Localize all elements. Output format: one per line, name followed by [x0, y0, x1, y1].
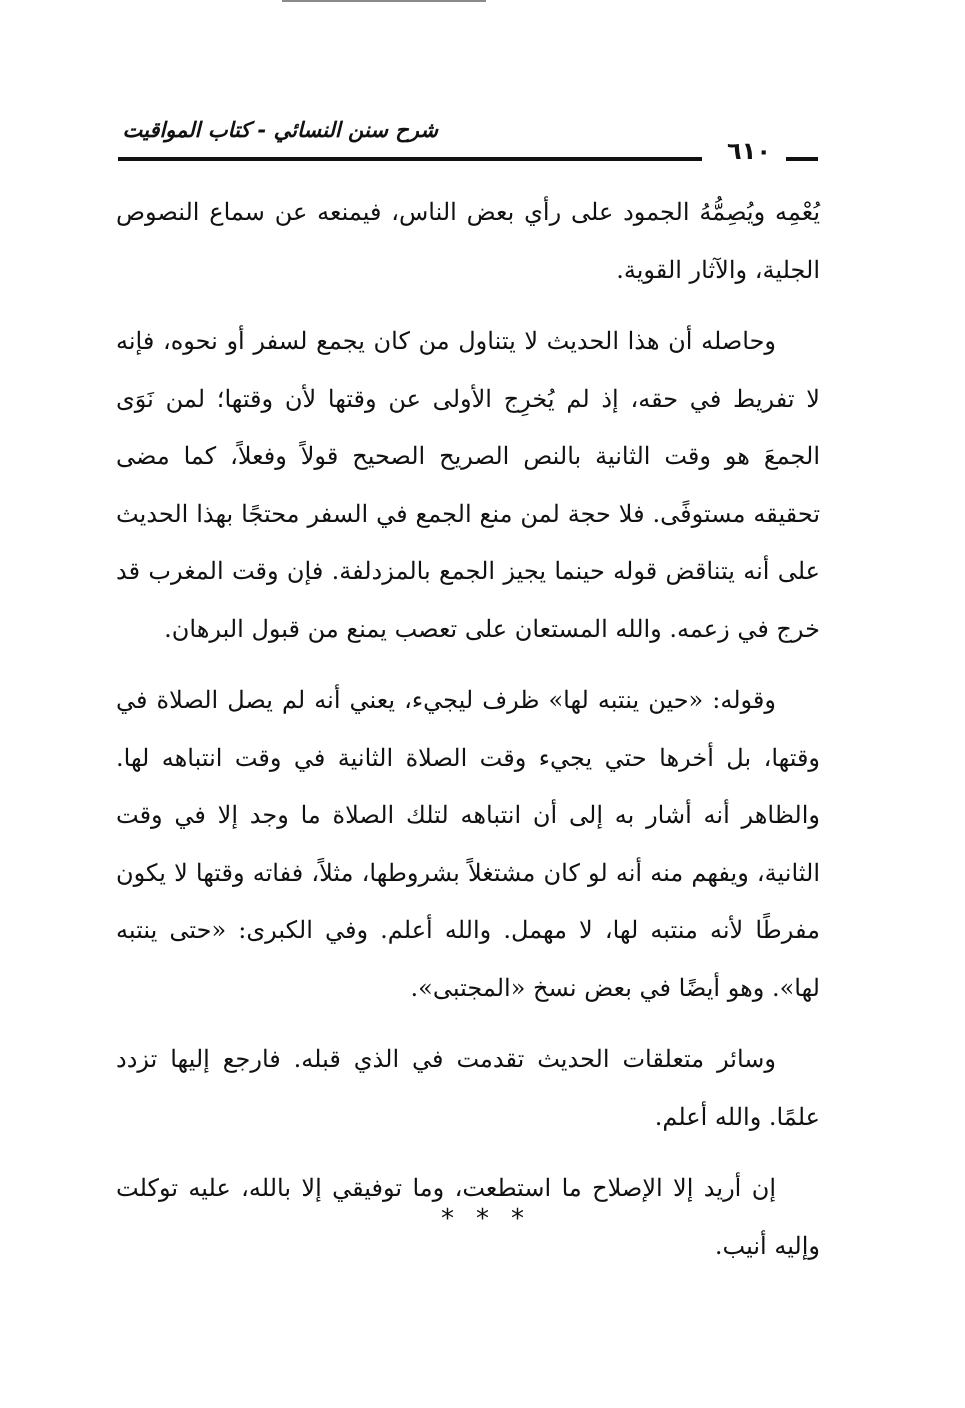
paragraph-4: وسائر متعلقات الحديث تقدمت في الذي قبله. فارجع إليها تزدد علمًا. والله أعلم.	[116, 1045, 820, 1131]
paragraph-1: يُعْمِه ويُصِمُّهُ الجمود على رأي بعض الناس، فيمنعه عن سماع النصوص الجلية، والآثار القوية.	[116, 198, 820, 284]
running-title: شرح سنن النسائي - كتاب المواقيت	[122, 118, 438, 142]
page-number-rule	[786, 157, 818, 161]
body-text	[116, 184, 820, 1289]
header-rule	[118, 157, 702, 161]
page-number: ٦١٠	[727, 137, 771, 165]
ornament-star: *	[441, 1204, 476, 1234]
paragraph-3: وقوله: «حين ينتبه لها» ظرف ليجيء، يعني أنه لم يصل الصلاة في وقتها، بل أخرها حتي يجيء وقت الصلاة الثانية في وقت انتباهه لها. والظاهر أنه أشار به إلى أن انتباهه لتلك الصلاة ما وجد إلا في وقت الثانية، ويفهم منه أنه لو كان مشتغلاً بشروطها، مثلاً، ففاته وقتها لا يكون مفرطًا لأنه منتبه لها، لا مهمل. والله أعلم. وفي الكبرى: «حتى ينتبه لها». وهو أيضًا في بعض نسخ «المجتبى».	[116, 686, 821, 1002]
top-scan-rule	[282, 0, 486, 2]
ornament-star: *	[476, 1204, 511, 1234]
section-ornament	[0, 1204, 965, 1234]
paragraph-5: إن أريد إلا الإصلاح ما استطعت، وما توفيقي إلا بالله، عليه توكلت وإليه أنيب.	[116, 1174, 820, 1260]
paragraph-2: وحاصله أن هذا الحديث لا يتناول من كان يجمع لسفر أو نحوه، فإنه لا تفريط في حقه، إذ لم يُخرِج الأولى عن وقتها لأن وقتها؛ لمن نَوَى الجمعَ هو وقت الثانية بالنص الصريح الصحيح قولاً وفعلاً، كما مضى تحقيقه مستوفًى. فلا حجة لمن منع الجمع في السفر محتجًا بهذا الحديث على أنه يتناقض قوله حينما يجيز الجمع بالمزدلفة. فإن وقت المغرب قد خرج في زعمه. والله المستعان على تعصب يمنع من قبول البرهان.	[116, 327, 820, 643]
ornament-star: *	[511, 1204, 546, 1234]
